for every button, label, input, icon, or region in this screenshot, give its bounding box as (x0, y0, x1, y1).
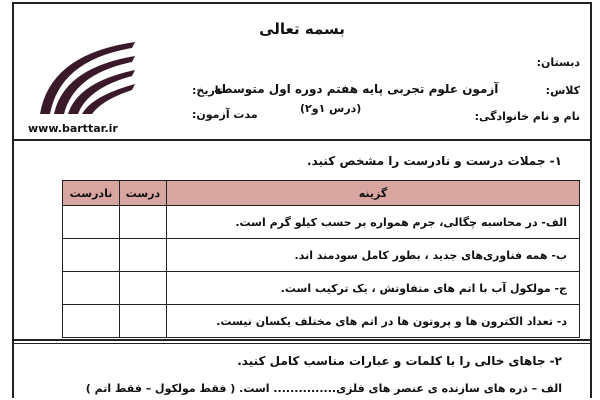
exam-header (14, 4, 590, 141)
name-label: نام و نام خانوادگی: (474, 110, 580, 123)
question-1: ۱- جملات درست و نادرست را مشخص کنید. (307, 154, 562, 168)
date-label: تاریخ: (192, 84, 224, 97)
section-divider-thin (14, 343, 590, 344)
section-divider (14, 339, 590, 341)
website-text: www.barttar.ir (28, 122, 118, 135)
incorrect-header: نادرست (63, 181, 120, 206)
barttar-logo-icon (20, 34, 140, 124)
table-row (63, 305, 580, 338)
correct-cell[interactable] (120, 206, 167, 239)
table-row (63, 206, 580, 239)
correct-header: درست (120, 181, 167, 206)
class-label: کلاس: (545, 84, 580, 97)
correct-cell[interactable] (120, 239, 167, 272)
table-row (63, 272, 580, 305)
duration-label: مدت آزمون: (192, 108, 258, 121)
correct-cell[interactable] (120, 272, 167, 305)
exam-page (12, 2, 592, 398)
page-title: بسمه تعالی (259, 20, 345, 38)
lessons-label: (درس ۱و۲) (300, 102, 362, 115)
statement-text: ج- مولکول آب با اتم های متفاوتش ، یک ترکیب است. (167, 272, 580, 305)
option-header: گزینه (167, 181, 580, 206)
exam-title: آزمون علوم تجربی پایه هفتم دوره اول متوسطه (214, 82, 499, 96)
school-label: دبستان: (536, 56, 580, 69)
true-false-table (62, 180, 580, 338)
statement-text: د- تعداد الکترون ها و پروتون ها در اتم های مختلف یکسان نیست. (167, 305, 580, 338)
correct-cell[interactable] (120, 305, 167, 338)
incorrect-cell[interactable] (63, 272, 120, 305)
question-2: ۲- جاهای خالی را با کلمات و عبارات مناسب کامل کنید. (237, 354, 562, 368)
statement-text: ب- همه فناوری‌های جدید ، بطور کامل سودمند اند. (167, 239, 580, 272)
incorrect-cell[interactable] (63, 305, 120, 338)
fill-blank-item-a: الف – ذره های سازنده ی عنصر های فلزی............... است. ( فقط مولکول – فقط اتم ) (85, 382, 562, 395)
table-header-row (63, 181, 580, 206)
incorrect-cell[interactable] (63, 239, 120, 272)
table-row (63, 239, 580, 272)
statement-text: الف- در محاسبه چگالی، جرم همواره بر حسب کیلو گرم است. (167, 206, 580, 239)
incorrect-cell[interactable] (63, 206, 120, 239)
